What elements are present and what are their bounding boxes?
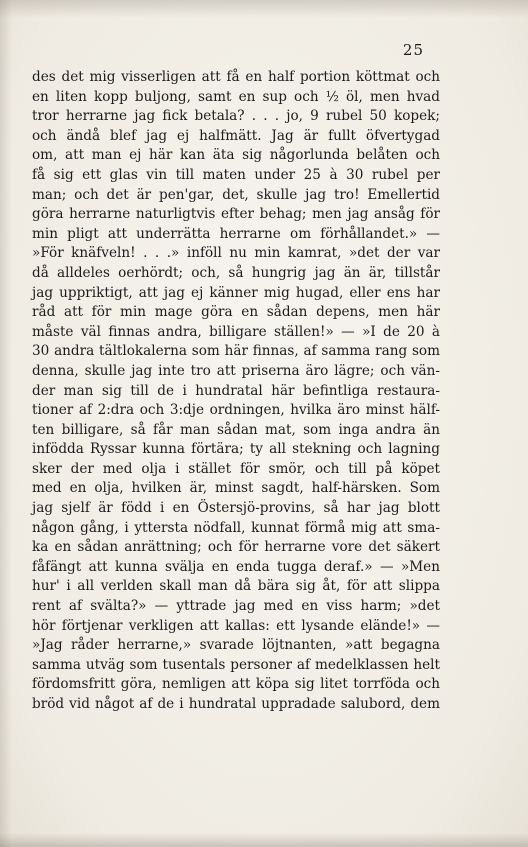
page-bottom-shadow — [0, 833, 528, 847]
text-line: måste väl finnas andra, billigare ställen!» — »I de 20 à — [32, 323, 440, 340]
text-line: fördomsfritt göra, nemligen att köpa sig litet torrföda och — [32, 676, 440, 693]
text-line: min pligt att underrätta herrarne om förhållandet.» — — [32, 225, 440, 242]
text-line: med en olja, hvilken är, minst sagdt, half-härsken. Som — [32, 480, 440, 497]
text-line: råd att för min mage göra en sådan depens, men här — [32, 304, 440, 321]
text-line: sker der med olja i stället för smör, och till på köpet — [32, 460, 440, 477]
text-line: någon gång, i yttersta nödfall, kunnat förmå mig att sma- — [32, 519, 440, 536]
text-line: »Jag råder herrarne,» svarade löjtnanten, »att begagna — [32, 637, 440, 654]
text-line: jag uppriktigt, att jag ej känner mig hugad, eller ens har — [32, 284, 440, 301]
text-line: om, att man ej här kan äta sig någorlunda belåten och — [32, 147, 440, 164]
page-left-shadow — [0, 0, 12, 847]
text-line: göra herrarne naturligtvis efter behag; men jag ansåg för — [32, 206, 440, 223]
text-line: då alldeles oerhördt; och, så hungrig jag än är, tillstår — [32, 264, 440, 281]
text-line: 30 andra tältlokalerna som här finnas, af samma rang som — [32, 343, 440, 360]
text-line: hör förtjenar verkligen att kallas: ett lysande elände!» — — [32, 617, 440, 634]
text-line: en liten kopp buljong, samt en sup och ½ öl, men hvad — [32, 88, 440, 105]
text-line: man; och det är pen'gar, det, skulle jag tro! Emellertid — [32, 186, 440, 203]
text-line: des det mig visserligen att få en half portion köttmat och — [32, 69, 440, 85]
text-line: infödda Ryssar kunna förtära; ty all stekning och lagning — [32, 441, 440, 458]
text-line: samma utväg som tusentals personer af medelklassen helt — [32, 656, 440, 673]
text-line: tror herrarne jag fick betala? . . . jo, 9 rubel 50 kopek; — [32, 108, 440, 125]
text-line: »För knäfveln! . . .» inföll nu min kamrat, »det der var — [32, 245, 440, 262]
text-line: bröd vid något af de i hundratal uppradade salubord, dem — [32, 696, 440, 712]
text-line: fåfängt att kunna svälja en enda tugga deraf.» — »Men — [32, 558, 440, 575]
text-line: hur' i all verlden skall man då bära sig åt, för att slippa — [32, 578, 440, 595]
body-text — [32, 68, 440, 715]
page-top-shadow — [0, 0, 528, 18]
page-number: 25 — [402, 41, 424, 59]
text-line: der man sig till de i hundratal här befintliga restaura- — [32, 382, 440, 399]
text-line: rent af svälta?» — yttrade jag med en viss harm; »det — [32, 598, 440, 615]
text-line: denna, skulle jag inte tro att priserna äro lägre; och vän- — [32, 362, 440, 379]
text-line: ten billigare, så får man sådan mat, som inga andra än — [32, 421, 440, 438]
text-line: ka en sådan anrättning; och för herrarne vore det säkert — [32, 539, 440, 556]
text-line: och ändå blef jag ej halfmätt. Jag är fullt öfvertygad — [32, 127, 440, 144]
text-line: tioner af 2:dra och 3:dje ordningen, hvilka äro minst hälf- — [32, 402, 440, 419]
text-line: få sig ett glas vin till maten under 25 à 30 rubel per — [32, 166, 440, 183]
text-line: jag sjelf är född i en Östersjö-provins, så har jag blott — [32, 500, 440, 517]
